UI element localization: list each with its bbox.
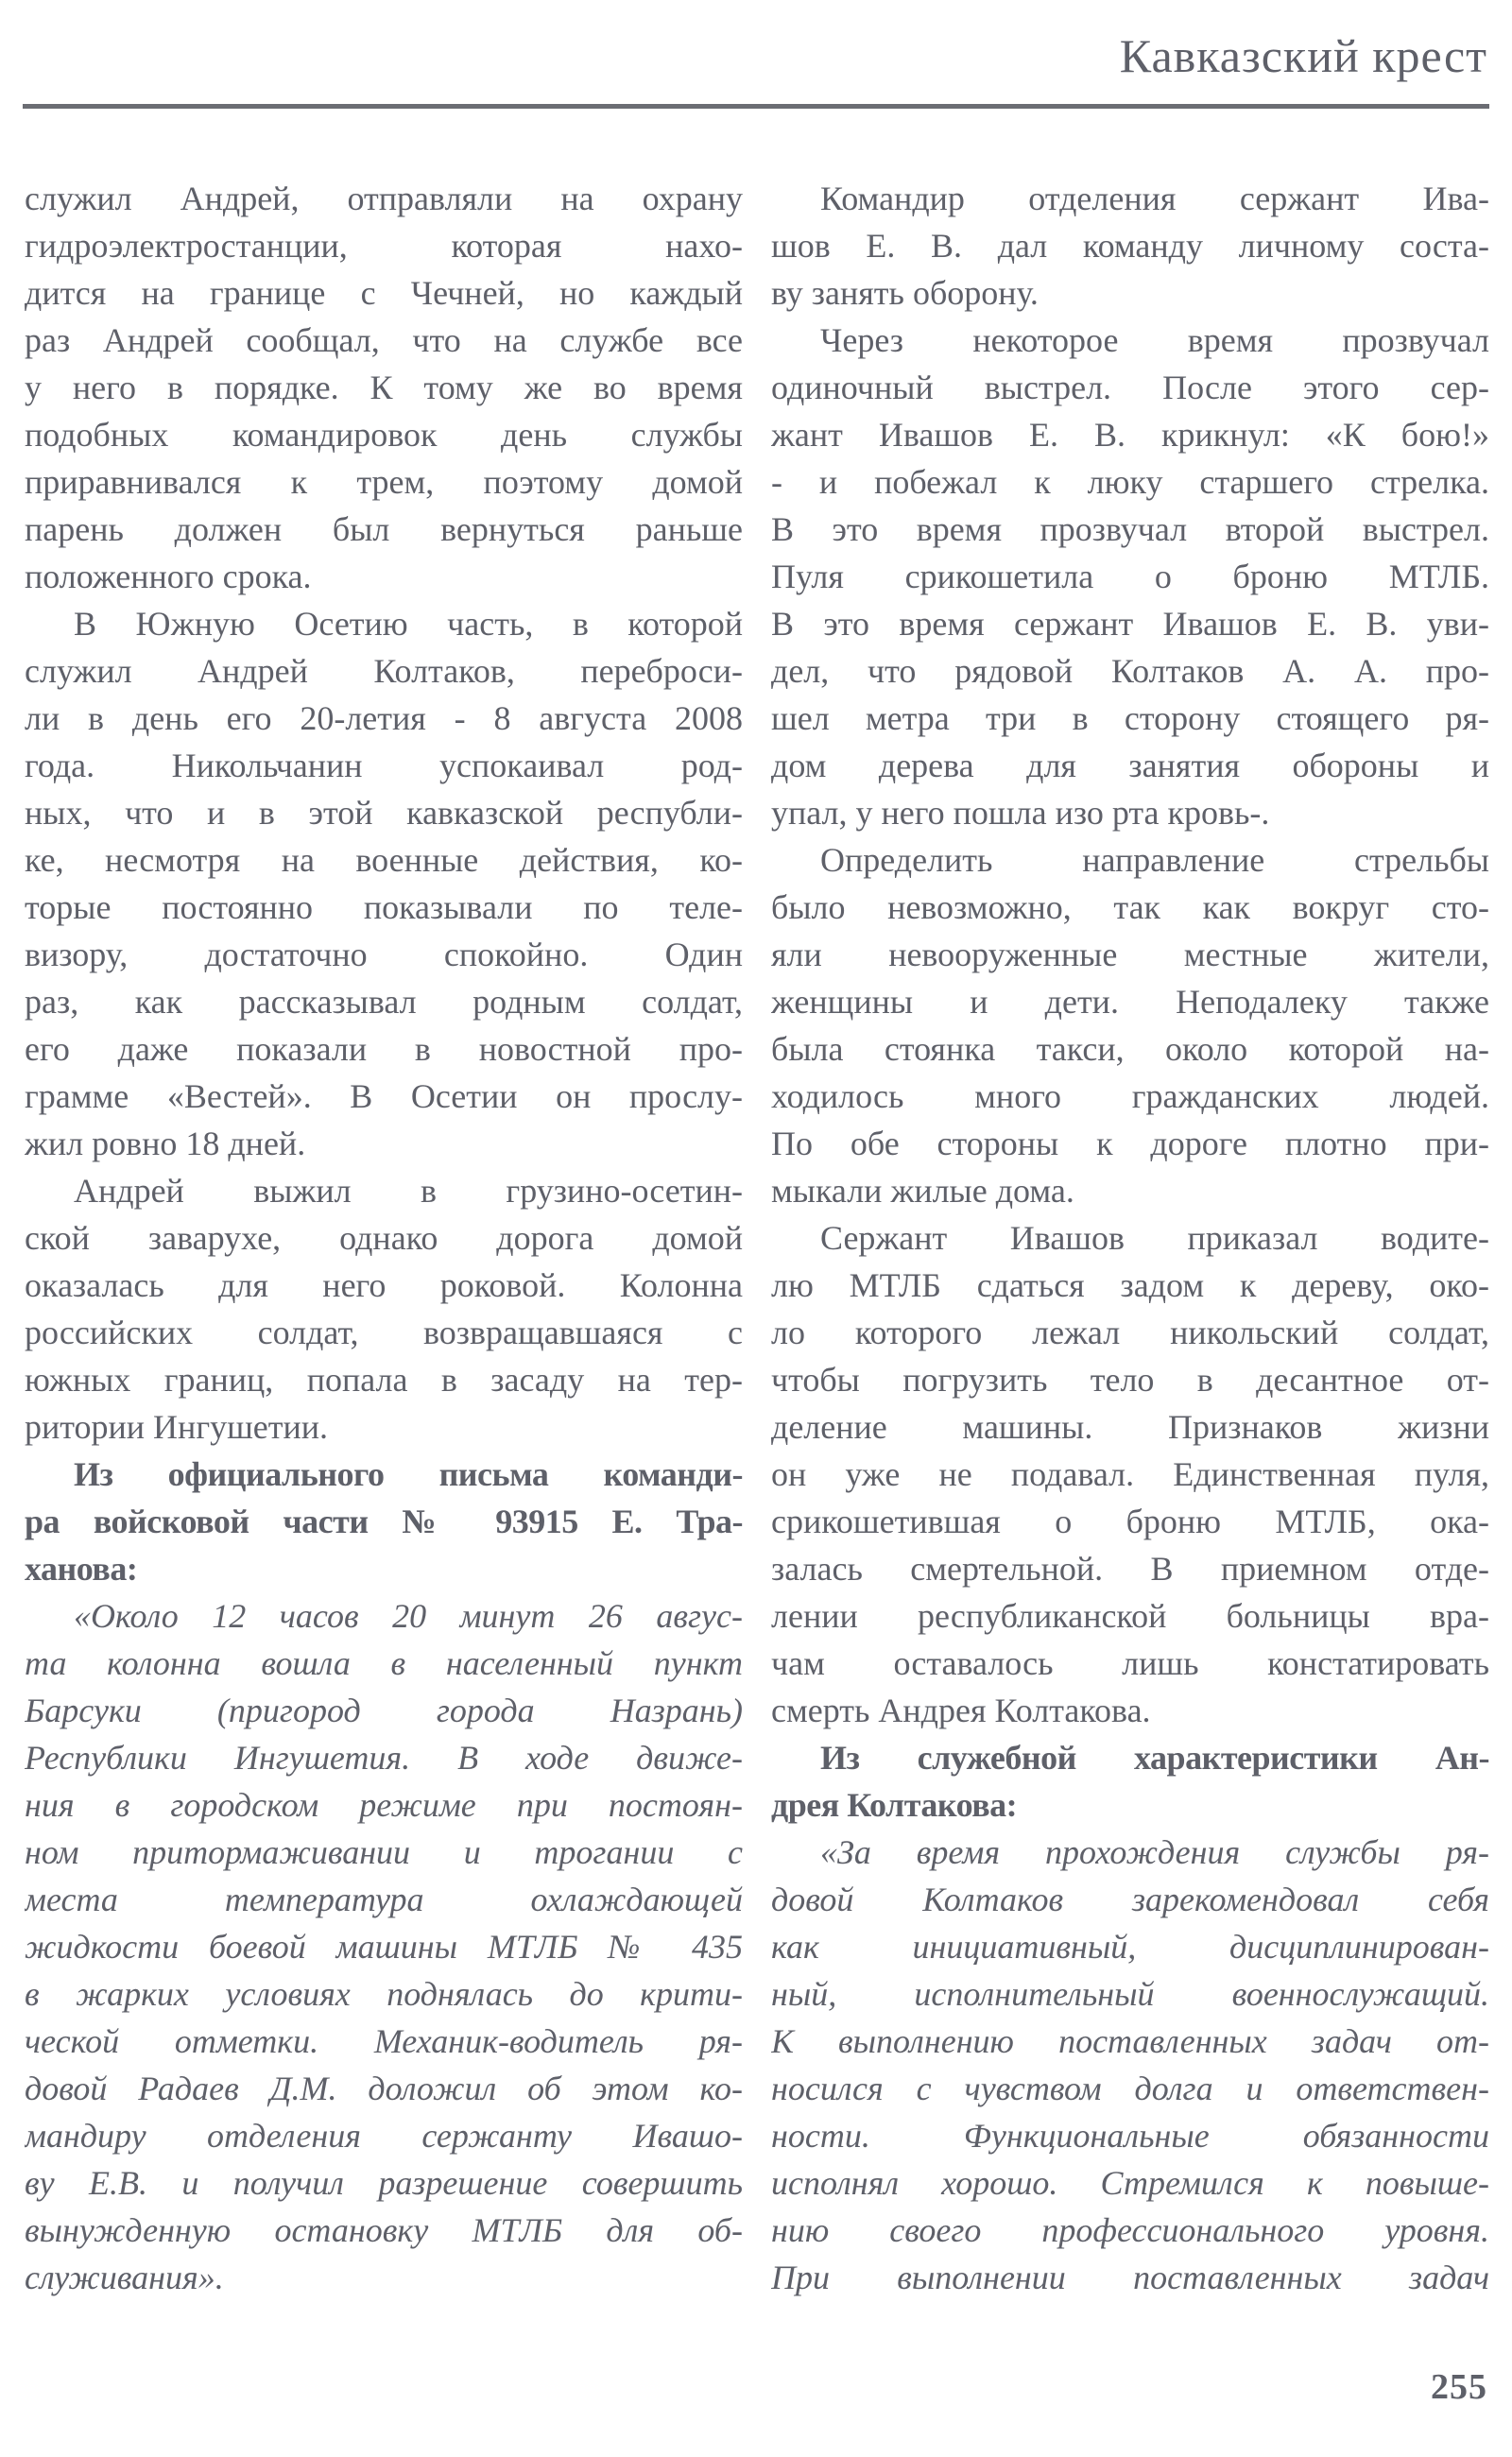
text-line: чам оставалось лишь констатировать bbox=[771, 1644, 1489, 1682]
paragraph-body bbox=[771, 317, 1489, 836]
text-line: дом дерева для занятия обороны и bbox=[771, 747, 1489, 784]
paragraph-body bbox=[771, 175, 1489, 317]
text-line: ра войсковой части № 93915 Е. Тра- bbox=[25, 1503, 743, 1540]
right-column bbox=[771, 175, 1489, 2301]
text-line: ке, несмотря на военные действия, ко- bbox=[25, 841, 743, 879]
text-line: ханова: bbox=[25, 1550, 138, 1588]
text-line: была стоянка такси, около которой на- bbox=[771, 1030, 1489, 1068]
text-line: деление машины. Признаков жизни bbox=[771, 1408, 1489, 1446]
text-line: В это время сержант Ивашов Е. В. уви- bbox=[771, 605, 1489, 643]
text-line: ческой отметки. Механик-водитель ря- bbox=[25, 2022, 743, 2060]
text-line: нию своего профессионального уровня. bbox=[771, 2211, 1489, 2249]
text-line: - и побежал к люку старшего стрелка. bbox=[771, 463, 1489, 501]
text-line: было невозможно, так как вокруг сто- bbox=[771, 888, 1489, 926]
text-line: шел метра три в сторону стоящего ря- bbox=[771, 699, 1489, 737]
paragraph-italic bbox=[25, 1592, 743, 2301]
paragraph-bold bbox=[771, 1734, 1489, 1829]
text-line: По обе стороны к дороге плотно при- bbox=[771, 1125, 1489, 1162]
text-line: мандиру отделения сержанту Ивашо- bbox=[25, 2117, 743, 2155]
text-line: дрея Колтакова: bbox=[771, 1786, 1018, 1824]
text-line: ходилось много гражданских людей. bbox=[771, 1077, 1489, 1115]
text-line: в жарких условиях поднялась до крити- bbox=[25, 1975, 743, 2013]
paragraph-italic bbox=[771, 1829, 1489, 2301]
paragraph-body bbox=[25, 1167, 743, 1451]
text-line: ской заварухе, однако дорога домой bbox=[25, 1219, 743, 1257]
text-line: Пуля срикошетила о броню МТЛБ. bbox=[771, 558, 1489, 595]
text-line: залась смертельной. В приемном отде- bbox=[771, 1550, 1489, 1588]
text-line: он уже не подавал. Единственная пуля, bbox=[771, 1455, 1489, 1493]
text-line: ву Е.В. и получил разрешение совершить bbox=[25, 2164, 743, 2202]
text-line: его даже показали в новостной про- bbox=[25, 1030, 743, 1068]
text-line: ву занять оборону. bbox=[771, 274, 1039, 312]
text-line: носился с чувством долга и ответствен- bbox=[771, 2070, 1489, 2107]
text-line: года. Никольчанин успокаивал род- bbox=[25, 747, 743, 784]
text-line: служил Андрей Колтаков, переброси- bbox=[25, 652, 743, 690]
page-number: 255 bbox=[1431, 2367, 1487, 2407]
text-line: служивания». bbox=[25, 2259, 224, 2296]
running-head-title: Кавказский крест bbox=[1119, 29, 1487, 82]
text-line: визору, достаточно спокойно. Один bbox=[25, 936, 743, 973]
text-line: довой Колтаков зарекомендовал себя bbox=[771, 1881, 1489, 1918]
text-line: как инициативный, дисциплинирован- bbox=[771, 1928, 1489, 1966]
text-line: К выполнению поставленных задач от- bbox=[771, 2022, 1489, 2060]
text-line: Определить направление стрельбы bbox=[820, 841, 1489, 879]
text-line: ных, что и в этой кавказской республи- bbox=[25, 794, 743, 832]
text-line: Командир отделения сержант Ива- bbox=[820, 180, 1489, 217]
text-line: российских солдат, возвращавшаяся с bbox=[25, 1314, 743, 1351]
text-line: жидкости боевой машины МТЛБ № 435 bbox=[25, 1928, 743, 1966]
text-line: Из служебной характеристики Ан- bbox=[820, 1739, 1489, 1777]
text-line: раз Андрей сообщал, что на службе все bbox=[25, 321, 743, 359]
text-line: места температура охлаждающей bbox=[25, 1881, 743, 1918]
text-line: яли невооруженные местные жители, bbox=[771, 936, 1489, 973]
text-line: подобных командировок день службы bbox=[25, 416, 743, 454]
text-line: дится на границе с Чечней, но каждый bbox=[25, 274, 743, 312]
text-line: грамме «Вестей». В Осетии он прослу- bbox=[25, 1077, 743, 1115]
text-line: Через некоторое время прозвучал bbox=[820, 321, 1489, 359]
text-line: смерть Андрея Колтакова. bbox=[771, 1692, 1151, 1729]
text-line: Сержант Ивашов приказал водите- bbox=[820, 1219, 1489, 1257]
text-line: Из официального письма команди- bbox=[74, 1455, 743, 1493]
text-line: дел, что рядовой Колтаков А. А. про- bbox=[771, 652, 1489, 690]
text-line: ли в день его 20-летия - 8 августа 2008 bbox=[25, 699, 743, 737]
text-line: срикошетившая о броню МТЛБ, ока- bbox=[771, 1503, 1489, 1540]
text-line: южных границ, попала в засаду на тер- bbox=[25, 1361, 743, 1399]
text-line: ном притормаживании и трогании с bbox=[25, 1833, 743, 1871]
text-columns bbox=[0, 109, 1512, 2301]
text-line: парень должен был вернуться раньше bbox=[25, 510, 743, 548]
text-line: лении республиканской больницы вра- bbox=[771, 1597, 1489, 1635]
text-line: жил ровно 18 дней. bbox=[25, 1125, 306, 1162]
text-line: В это время прозвучал второй выстрел. bbox=[771, 510, 1489, 548]
text-line: довой Радаев Д.М. доложил об этом ко- bbox=[25, 2070, 743, 2107]
text-line: гидроэлектростанции, которая нахо- bbox=[25, 227, 743, 265]
text-line: одиночный выстрел. После этого сер- bbox=[771, 369, 1489, 406]
text-line: В Южную Осетию часть, в которой bbox=[74, 605, 743, 643]
text-line: женщины и дети. Неподалеку также bbox=[771, 983, 1489, 1021]
text-line: чтобы погрузить тело в десантное от- bbox=[771, 1361, 1489, 1399]
text-line: «За время прохождения службы ря- bbox=[820, 1833, 1489, 1871]
text-line: мыкали жилые дома. bbox=[771, 1172, 1074, 1210]
text-line: Республики Ингушетия. В ходе движе- bbox=[25, 1739, 743, 1777]
text-line: упал, у него пошла изо рта кровь-. bbox=[771, 794, 1270, 832]
text-line: ный, исполнительный военнослужащий. bbox=[771, 1975, 1489, 2013]
text-line: ности. Функциональные обязанности bbox=[771, 2117, 1489, 2155]
text-line: шов Е. В. дал команду личному соста- bbox=[771, 227, 1489, 265]
text-line: положенного срока. bbox=[25, 558, 312, 595]
text-line: исполнял хорошо. Стремился к повыше- bbox=[771, 2164, 1489, 2202]
text-line: ло которого лежал никольский солдат, bbox=[771, 1314, 1489, 1351]
text-line: раз, как рассказывал родным солдат, bbox=[25, 983, 743, 1021]
text-line: вынужденную остановку МТЛБ для об- bbox=[25, 2211, 743, 2249]
text-line: «Около 12 часов 20 минут 26 авгус- bbox=[74, 1597, 743, 1635]
text-line: При выполнении поставленных задач bbox=[771, 2259, 1489, 2296]
paragraph-body bbox=[771, 1214, 1489, 1734]
left-column bbox=[25, 175, 743, 2301]
text-line: оказалась для него роковой. Колонна bbox=[25, 1266, 743, 1304]
text-line: служил Андрей, отправляли на охрану bbox=[25, 180, 743, 217]
page-header bbox=[0, 0, 1512, 85]
text-line: Андрей выжил в грузино-осетин- bbox=[74, 1172, 743, 1210]
paragraph-body bbox=[25, 175, 743, 600]
text-line: приравнивался к трем, поэтому домой bbox=[25, 463, 743, 501]
paragraph-body bbox=[771, 836, 1489, 1214]
text-line: ритории Ингушетии. bbox=[25, 1408, 329, 1446]
text-line: жант Ивашов Е. В. крикнул: «К бою!» bbox=[771, 416, 1489, 454]
text-line: ния в городском режиме при постоян- bbox=[25, 1786, 743, 1824]
paragraph-bold bbox=[25, 1451, 743, 1592]
text-line: у него в порядке. К тому же во время bbox=[25, 369, 743, 406]
text-line: торые постоянно показывали по теле- bbox=[25, 888, 743, 926]
text-line: та колонна вошла в населенный пункт bbox=[25, 1644, 743, 1682]
text-line: Барсуки (пригород города Назрань) bbox=[25, 1692, 743, 1729]
paragraph-body bbox=[25, 600, 743, 1167]
text-line: лю МТЛБ сдаться задом к дереву, око- bbox=[771, 1266, 1489, 1304]
